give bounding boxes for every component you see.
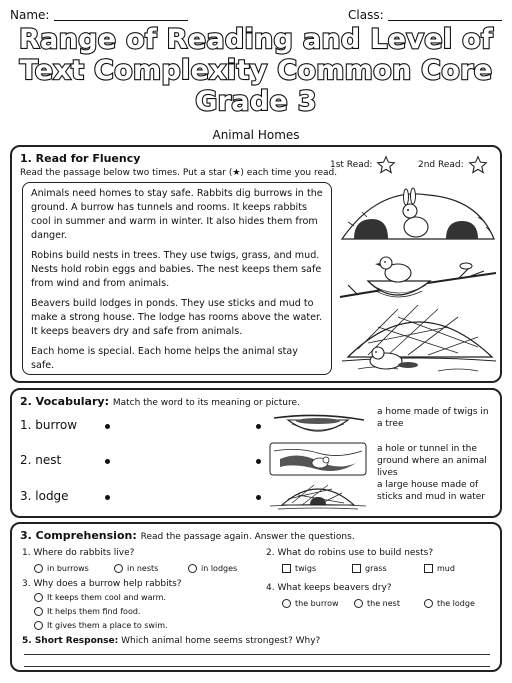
vocabulary-heading: 2. Vocabulary: bbox=[20, 395, 109, 408]
comprehension-heading: 3. Comprehension: bbox=[20, 529, 137, 542]
match-dot-left[interactable] bbox=[105, 459, 110, 464]
option-label: twigs bbox=[295, 564, 317, 573]
vocab-word: 2. nest bbox=[20, 453, 62, 467]
q1-option[interactable] bbox=[34, 564, 89, 573]
vocab-definition: a home made of twigs in a tree bbox=[377, 407, 489, 429]
checkbox-icon[interactable] bbox=[352, 564, 361, 573]
title-line-3: Grade 3 bbox=[195, 86, 317, 117]
vocab-definition: a large house made of sticks and mud in water bbox=[377, 480, 485, 502]
comprehension-section bbox=[10, 522, 502, 672]
animal-homes-illustration bbox=[338, 177, 498, 377]
option-label: It keeps them cool and warm. bbox=[47, 593, 166, 602]
fluency-instruction: Read the passage below two times. Put a star (★) each time you read. bbox=[20, 168, 338, 178]
passage-paragraph: Robins build nests in trees. They use twigs, grass, and mud. Nests hold robin eggs and babies. The nest keeps them safe from wind and from animals. bbox=[31, 250, 322, 289]
burrow-picture bbox=[268, 441, 368, 477]
star-icon[interactable] bbox=[376, 155, 396, 175]
match-dot-left[interactable] bbox=[105, 495, 110, 500]
question-2: 2. What do robins use to build nests? bbox=[266, 548, 434, 558]
page-subtitle: Animal Homes bbox=[212, 128, 300, 142]
robin-nest-drawing bbox=[340, 257, 496, 297]
nest-picture bbox=[268, 408, 368, 442]
q2-option[interactable] bbox=[352, 564, 387, 573]
comprehension-title bbox=[20, 529, 355, 542]
passage-paragraph: Beavers build lodges in ponds. They use sticks and mud to make a strong house. The lodge has rooms above the water. It keeps beavers dry and safe from animals. bbox=[31, 298, 323, 337]
q4-option[interactable] bbox=[354, 599, 400, 608]
answer-line[interactable] bbox=[24, 654, 490, 655]
name-label: Name: bbox=[10, 8, 50, 22]
question-5 bbox=[22, 636, 320, 646]
option-label: It gives them a place to swim. bbox=[47, 621, 168, 630]
short-response-prompt: Which animal home seems strongest? Why? bbox=[121, 636, 321, 646]
radio-circle-icon[interactable] bbox=[34, 564, 43, 573]
first-read-label: 1st Read: bbox=[330, 160, 373, 170]
q1-option[interactable] bbox=[188, 564, 237, 573]
option-label: mud bbox=[437, 564, 455, 573]
rabbit-burrow-drawing bbox=[342, 188, 494, 239]
comprehension-instruction: Read the passage again. Answer the questions. bbox=[140, 532, 355, 542]
q4-option[interactable] bbox=[424, 599, 475, 608]
title-line-1: Range of Reading and Level of bbox=[18, 24, 494, 55]
option-label: in nests bbox=[127, 564, 159, 573]
option-label: It helps them find food. bbox=[47, 607, 141, 616]
match-dot-right[interactable] bbox=[256, 424, 261, 429]
short-response-label: 5. Short Response: bbox=[22, 636, 119, 646]
match-dot-left[interactable] bbox=[105, 424, 110, 429]
radio-circle-icon[interactable] bbox=[188, 564, 197, 573]
passage-paragraph: Animals need homes to stay safe. Rabbits dig burrows in the ground. A burrow has tunnels and rooms. It keeps rabbits cool in summer and warm in winter. It also hides them from danger. bbox=[31, 188, 323, 241]
star-icon[interactable] bbox=[468, 155, 488, 175]
option-label: in burrows bbox=[47, 564, 89, 573]
question-1: 1. Where do rabbits live? bbox=[22, 548, 135, 558]
vocab-row bbox=[20, 444, 496, 478]
radio-circle-icon[interactable] bbox=[114, 564, 123, 573]
match-dot-right[interactable] bbox=[256, 459, 261, 464]
passage-paragraph: Each home is special. Each home helps the animal stay safe. bbox=[31, 346, 298, 371]
vocab-word: 3. lodge bbox=[20, 489, 69, 503]
option-label: the burrow bbox=[295, 599, 339, 608]
question-4: 4. What keeps beavers dry? bbox=[266, 583, 392, 593]
radio-circle-icon[interactable] bbox=[424, 599, 433, 608]
q1-option[interactable] bbox=[114, 564, 158, 573]
radio-circle-icon[interactable] bbox=[34, 621, 43, 630]
first-read-mark bbox=[330, 155, 396, 175]
q2-option[interactable] bbox=[282, 564, 316, 573]
second-read-mark bbox=[418, 155, 488, 175]
reading-passage bbox=[22, 182, 332, 375]
checkbox-icon[interactable] bbox=[424, 564, 433, 573]
radio-circle-icon[interactable] bbox=[34, 607, 43, 616]
option-label: grass bbox=[365, 564, 387, 573]
class-field-line[interactable] bbox=[388, 20, 502, 21]
option-label: in lodges bbox=[201, 564, 238, 573]
radio-circle-icon[interactable] bbox=[354, 599, 363, 608]
fluency-section bbox=[10, 145, 502, 383]
vocab-row bbox=[20, 407, 496, 442]
q2-option[interactable] bbox=[424, 564, 455, 573]
class-label: Class: bbox=[348, 8, 384, 22]
checkbox-icon[interactable] bbox=[282, 564, 291, 573]
vocab-definition: a hole or tunnel in the ground where an animal lives bbox=[377, 444, 487, 478]
radio-circle-icon[interactable] bbox=[282, 599, 291, 608]
radio-circle-icon[interactable] bbox=[34, 593, 43, 602]
vocabulary-section bbox=[10, 388, 502, 518]
page-title bbox=[0, 24, 512, 117]
q3-option[interactable] bbox=[34, 593, 166, 602]
option-label: the lodge bbox=[437, 599, 475, 608]
q4-option[interactable] bbox=[282, 599, 339, 608]
question-3: 3. Why does a burrow help rabbits? bbox=[22, 579, 182, 589]
fluency-title: 1. Read for Fluency bbox=[20, 152, 141, 165]
title-line-2: Text Complexity Common Core bbox=[19, 55, 493, 86]
vocab-row bbox=[20, 480, 496, 513]
lodge-picture bbox=[268, 477, 368, 511]
name-field-line[interactable] bbox=[54, 20, 188, 21]
student-info-bar bbox=[10, 6, 502, 26]
vocab-word: 1. burrow bbox=[20, 418, 78, 432]
beaver-lodge-drawing bbox=[342, 305, 496, 371]
q3-option[interactable] bbox=[34, 621, 168, 630]
option-label: the nest bbox=[367, 599, 400, 608]
answer-line[interactable] bbox=[24, 666, 490, 667]
vocabulary-instruction: Match the word to its meaning or picture. bbox=[112, 398, 300, 408]
q3-option[interactable] bbox=[34, 607, 140, 616]
vocabulary-title bbox=[20, 395, 300, 408]
match-dot-right[interactable] bbox=[256, 495, 261, 500]
second-read-label: 2nd Read: bbox=[418, 160, 464, 170]
